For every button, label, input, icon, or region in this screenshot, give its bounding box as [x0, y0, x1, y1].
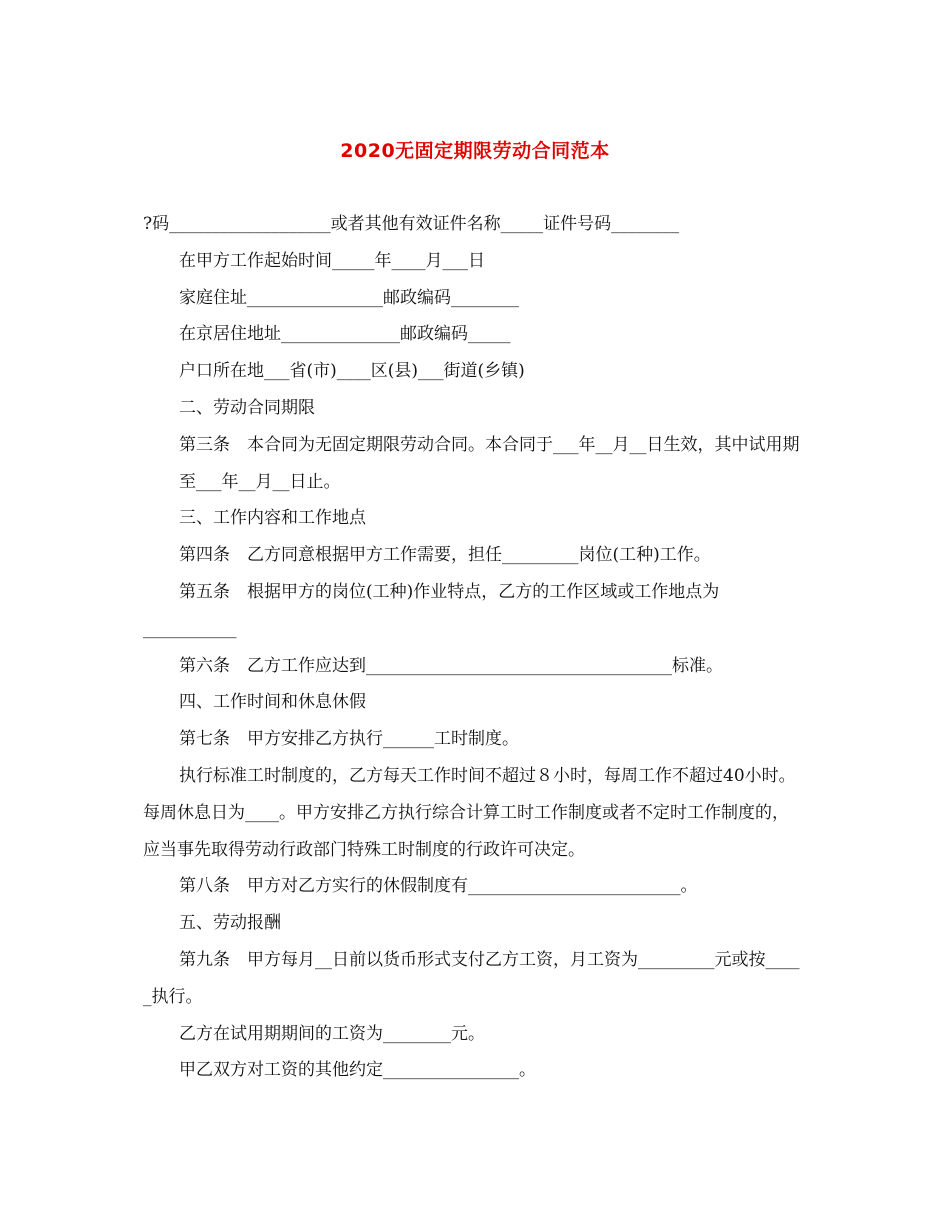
article-6: 第六条 乙方工作应达到____________________________________标准。 — [179, 655, 723, 676]
article-7: 第七条 甲方安排乙方执行______工时制度。 — [179, 729, 519, 750]
document-body — [143, 206, 805, 1089]
paragraph-hukou-location: 户口所在地___省(市)____区(县)___街道(乡镇) — [179, 361, 525, 382]
article-4: 第四条 乙方同意根据甲方工作需要，担任_________岗位(工种)工作。 — [179, 545, 711, 566]
paragraph-standard-hours: 执行标准工时制度的，乙方每天工作时间不超过８小时，每周工作不超过40小时。每周休息日为____。甲方安排乙方执行综合计算工时工作制度或者不定时工作制度的，应当事先取得劳动行政部门特殊工时制度的行政许可决定。 — [143, 765, 796, 860]
paragraph-beijing-address: 在京居住地址______________邮政编码_____ — [179, 324, 511, 345]
paragraph-id-number-line: ?码___________________或者其他有效证件名称_____证件号码________ — [143, 214, 680, 234]
paragraph-other-salary-terms: 甲乙双方对工资的其他约定________________。 — [179, 1060, 536, 1081]
section-heading-contract-term: 二、劳动合同期限 — [179, 397, 315, 418]
article-8: 第八条 甲方对乙方实行的休假制度有_________________________。 — [179, 876, 698, 897]
paragraph-home-address: 家庭住址________________邮政编码________ — [179, 287, 519, 308]
paragraph-probation-salary: 乙方在试用期期间的工资为________元。 — [179, 1023, 485, 1044]
article-9: 第九条 甲方每月__日前以货币形式支付乙方工资，月工资为_________元或按_____执行。 — [143, 949, 800, 1007]
section-heading-working-hours: 四、工作时间和休息休假 — [179, 692, 366, 713]
section-heading-remuneration: 五、劳动报酬 — [179, 913, 281, 934]
article-3: 第三条 本合同为无固定期限劳动合同。本合同于___年__月__日生效，其中试用期至___年__月__日止。 — [179, 434, 800, 492]
document-title: 2020无固定期限劳动合同范本 — [340, 140, 610, 162]
section-heading-work-content: 三、工作内容和工作地点 — [179, 508, 366, 529]
article-5-blank: ___________ — [143, 618, 237, 639]
article-5: 第五条 根据甲方的岗位(工种)作业特点，乙方的工作区域或工作地点为 — [179, 581, 720, 602]
paragraph-start-date: 在甲方工作起始时间_____年____月___日 — [179, 250, 485, 271]
